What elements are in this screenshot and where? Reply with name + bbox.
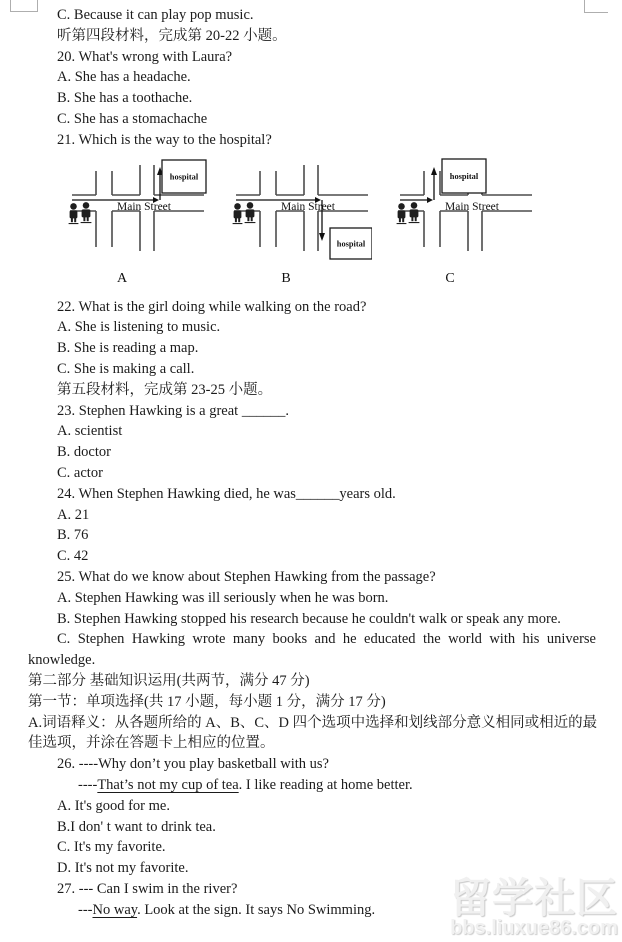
diagram-option-letter: C <box>445 270 455 286</box>
text-line: B. She is reading a map. <box>57 340 199 357</box>
diagram-option-letter: B <box>281 270 291 286</box>
route-diagram-option-c <box>384 151 536 291</box>
route-diagram-option-a <box>56 151 208 291</box>
route-diagram-c <box>384 151 536 291</box>
text-line <box>28 775 596 796</box>
text-line: 25. What do we know about Stephen Hawking from the passage? <box>57 568 436 585</box>
text-line: B. doctor <box>57 444 111 461</box>
text-line: 24. When Stephen Hawking died, he was______years old. <box>57 485 396 502</box>
route-diagram-b <box>220 151 372 291</box>
text-line: A. scientist <box>57 423 123 440</box>
text-line: C. Stephen Hawking wrote many books and he educated the world with his universe <box>57 631 596 648</box>
text-line: 26. ----Why don’t you play basketball with us? <box>57 756 329 773</box>
text-line: B.I don' t want to drink tea. <box>57 818 216 835</box>
text-line: 听第四段材料，完成第 20-22 小题。 <box>57 27 287 44</box>
route-diagrams-row <box>28 151 596 297</box>
route-diagram-option-b <box>220 151 372 291</box>
text-line: A. It's good for me. <box>57 797 170 814</box>
underlined-phrase: That’s not my cup of tea <box>97 776 239 793</box>
text-line: B. She has a toothache. <box>57 90 193 107</box>
text-block-listening-q20 <box>28 5 596 151</box>
text-line: A. She has a headache. <box>57 69 191 86</box>
text-line: 20. What's wrong with Laura? <box>57 48 233 65</box>
svg-text:hospital: hospital <box>169 172 199 182</box>
text-line: 27. --- Can I swim in the river? <box>57 880 238 897</box>
text-line: C. 42 <box>57 548 89 565</box>
watermark-url: bbs.liuxue86.com <box>450 917 618 939</box>
text-line: A. She is listening to music. <box>57 319 221 336</box>
text-line: 23. Stephen Hawking is a great ______. <box>57 402 289 419</box>
text-line: 第一节：单项选择(共 17 小题，每小题 1 分，满分 17 分) <box>28 693 386 710</box>
underlined-phrase: No way <box>92 901 138 918</box>
text-line: D. It's not my favorite. <box>57 860 189 877</box>
text-line: C. She has a stomachache <box>57 110 208 127</box>
text-segment: . Look at the sign. It says No Swimming. <box>137 901 376 918</box>
main-street-label: Main Street <box>445 200 499 213</box>
watermark-title: 留学社区 <box>450 875 618 921</box>
main-street-label: Main Street <box>281 200 335 213</box>
text-line: 佳选项，并涂在答题卡上相应的位置。 <box>28 735 275 752</box>
main-street-label: Main Street <box>117 200 171 213</box>
text-block-questions <box>28 297 596 921</box>
text-line: 22. What is the girl doing while walking on the road? <box>57 298 367 315</box>
text-segment: ---- <box>78 776 98 793</box>
text-line: A. 21 <box>57 506 90 523</box>
text-line: C. It's my favorite. <box>57 839 166 856</box>
text-line: A. Stephen Hawking was ill seriously when he was born. <box>57 589 389 606</box>
text-line: 21. Which is the way to the hospital? <box>57 131 272 148</box>
text-segment: . I like reading at home better. <box>238 776 413 793</box>
text-line: B. Stephen Hawking stopped his research because he couldn't walk or speak any more. <box>57 610 561 627</box>
text-line: C. Because it can play pop music. <box>57 7 254 23</box>
text-segment: --- <box>78 901 93 918</box>
svg-text:hospital: hospital <box>449 171 479 181</box>
diagram-option-letter: A <box>116 270 128 286</box>
svg-text:hospital: hospital <box>336 239 366 249</box>
text-line: B. 76 <box>57 527 89 544</box>
document-body <box>28 5 596 920</box>
text-line: 第五段材料，完成第 23-25 小题。 <box>57 381 273 398</box>
text-line: knowledge. <box>28 652 96 669</box>
text-line <box>28 900 596 921</box>
text-line: C. She is making a call. <box>57 360 195 377</box>
text-line: C. actor <box>57 464 103 481</box>
text-line: A.词语释义：从各题所给的 A、B、C、D 四个选项中选择和划线部分意义相同或相近的最 <box>28 714 598 731</box>
route-diagram-a <box>56 151 208 291</box>
text-line: 第二部分 基础知识运用(共两节，满分 47 分) <box>28 672 310 689</box>
